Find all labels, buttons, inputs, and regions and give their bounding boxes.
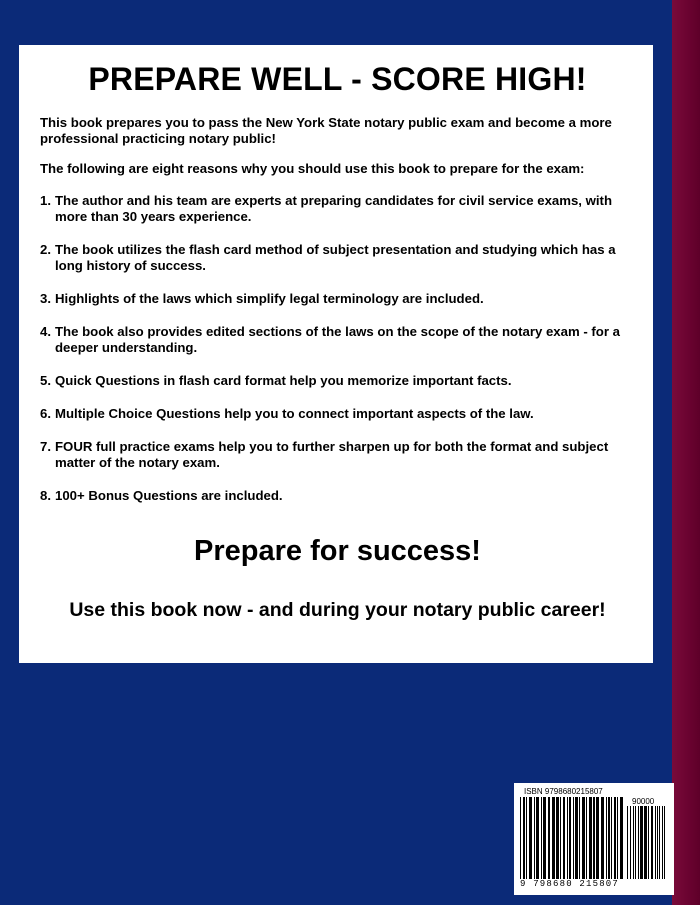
- barcode-bar: [536, 797, 539, 879]
- barcode-bar: [526, 797, 527, 879]
- call-to-action: Use this book now - and during your notary public career!: [69, 599, 606, 621]
- tagline: Prepare for success!: [194, 535, 481, 567]
- cover-title: PREPARE WELL - SCORE HIGH!: [88, 61, 587, 97]
- intro-paragraph: This book prepares you to pass the New York State notary public exam and become a more professional practicing notary public!: [40, 115, 612, 146]
- barcode-bar: [543, 797, 546, 879]
- reason-item: [40, 439, 635, 471]
- reason-text: Highlights of the laws which simplify legal terminology are included.: [55, 291, 484, 306]
- reason-number: 6.: [40, 406, 51, 421]
- reason-number: 4.: [40, 324, 51, 339]
- barcode-bar: [655, 806, 656, 879]
- barcode-bar: [552, 797, 555, 879]
- barcode-bar: [579, 797, 580, 879]
- spine-edge: [672, 0, 700, 905]
- reason-item: [40, 488, 635, 504]
- barcode-bar: [534, 797, 535, 879]
- barcode-bar: [601, 797, 604, 879]
- barcode-bar: [589, 797, 592, 879]
- reason-text: Quick Questions in flash card format help you memorize important facts.: [55, 373, 512, 388]
- barcode-bar: [630, 806, 631, 879]
- barcode-bar: [573, 797, 574, 879]
- barcode-bar: [541, 797, 542, 879]
- barcode-bar: [548, 797, 550, 879]
- barcode-bar: [664, 806, 665, 879]
- barcode-bar: [560, 797, 561, 879]
- barcode-bar: [523, 797, 525, 879]
- barcode-bar: [608, 797, 610, 879]
- reason-number: 8.: [40, 488, 51, 503]
- lead-paragraph: The following are eight reasons why you should use this book to prepare for the exam:: [40, 161, 585, 176]
- description-panel: [19, 45, 653, 663]
- price-code: 90000: [632, 797, 655, 806]
- reason-number: 7.: [40, 439, 51, 454]
- barcode-bar: [640, 806, 643, 879]
- reason-item: [40, 373, 635, 389]
- barcode-bar: [575, 797, 578, 879]
- reason-text: The book also provides edited sections of the laws on the scope of the notary exam - for a deeper understanding.: [55, 324, 620, 355]
- barcode-bar: [596, 797, 599, 879]
- reasons-list: [40, 193, 635, 504]
- reason-number: 1.: [40, 193, 51, 208]
- barcode-bar: [651, 806, 653, 879]
- barcode-bar: [620, 797, 623, 879]
- barcode-bar: [638, 806, 639, 879]
- barcode-main-bars: [520, 797, 624, 879]
- barcode-bar: [633, 806, 634, 879]
- barcode-bar: [611, 797, 612, 879]
- barcode-bar: [648, 806, 649, 879]
- reason-item: [40, 291, 635, 307]
- barcode-addon-bars: [627, 806, 669, 879]
- isbn-barcode: [514, 783, 674, 895]
- barcode-bar: [614, 797, 616, 879]
- barcode-bar: [644, 806, 647, 879]
- reason-number: 2.: [40, 242, 51, 257]
- reason-number: 5.: [40, 373, 51, 388]
- barcode-bar: [582, 797, 585, 879]
- barcode-bar: [556, 797, 559, 879]
- barcode-bar: [657, 806, 658, 879]
- reason-item: [40, 324, 635, 356]
- barcode-bar: [635, 806, 636, 879]
- barcode-bar: [659, 806, 660, 879]
- reason-item: [40, 193, 635, 225]
- reason-text: FOUR full practice exams help you to further sharpen up for both the format and subject matter of the notary exam.: [55, 439, 609, 470]
- barcode-bar: [529, 797, 532, 879]
- barcode-digits: 9 798680 215807: [520, 879, 620, 889]
- barcode-bar: [593, 797, 595, 879]
- barcode-bar: [567, 797, 568, 879]
- isbn-label: ISBN 9798680215807: [524, 787, 603, 796]
- barcode-bar: [617, 797, 618, 879]
- barcode-bar: [563, 797, 565, 879]
- reason-item: [40, 242, 635, 274]
- barcode-bar: [586, 797, 587, 879]
- reason-text: The author and his team are experts at preparing candidates for civil service exams, with more than 30 years experience.: [55, 193, 613, 224]
- barcode-bar: [627, 806, 628, 879]
- reason-text: The book utilizes the flash card method of subject presentation and studying which has a long history of success.: [55, 242, 616, 273]
- reason-number: 3.: [40, 291, 51, 306]
- barcode-bar: [606, 797, 607, 879]
- reason-item: [40, 406, 635, 422]
- barcode-bar: [569, 797, 571, 879]
- reason-text: Multiple Choice Questions help you to connect important aspects of the law.: [55, 406, 534, 421]
- reason-text: 100+ Bonus Questions are included.: [55, 488, 283, 503]
- barcode-bar: [520, 797, 521, 879]
- barcode-bar: [662, 806, 663, 879]
